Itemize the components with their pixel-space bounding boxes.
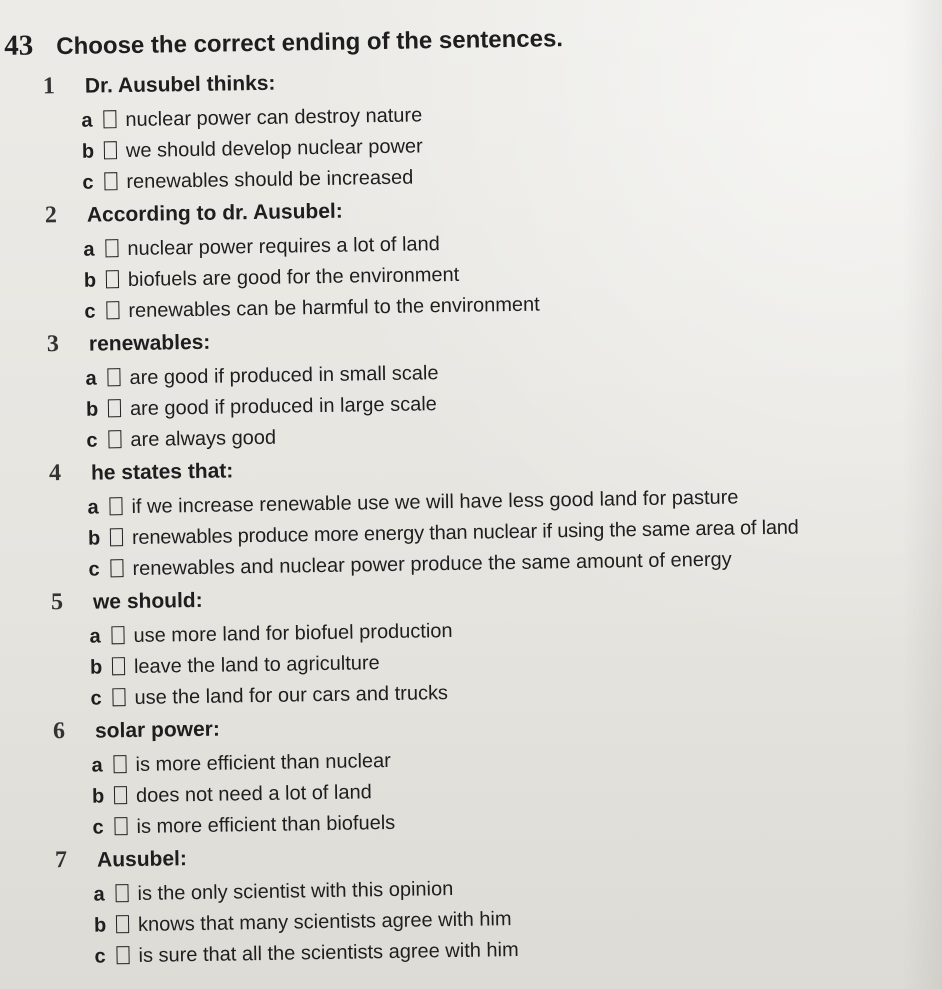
- option-text: biofuels are good for the environment: [127, 263, 460, 292]
- question-stem: Dr. Ausubel thinks:: [84, 71, 276, 98]
- question-stem: we should:: [92, 588, 203, 614]
- option-text: use more land for biofuel production: [133, 619, 453, 647]
- checkbox[interactable]: [108, 399, 121, 417]
- question-number: 5: [50, 589, 64, 616]
- option-text: is the only scientist with this opinion: [137, 877, 454, 905]
- checkbox[interactable]: [116, 946, 129, 964]
- option-text: nuclear power can destroy nature: [125, 104, 423, 132]
- option-letter: c: [82, 171, 94, 194]
- option-letter: a: [85, 367, 97, 390]
- question-7: [13, 835, 806, 976]
- option-text: use the land for our cars and trucks: [134, 682, 449, 709]
- question-number: 3: [46, 331, 60, 358]
- checkbox[interactable]: [115, 884, 128, 902]
- checkbox[interactable]: [112, 657, 125, 675]
- option-text: renewables can be harmful to the environment: [128, 293, 540, 323]
- exercise-number: 43: [3, 29, 34, 62]
- question-3: [5, 320, 798, 461]
- option-letter: b: [91, 785, 105, 808]
- question-4: [7, 449, 800, 590]
- option-letter: a: [89, 625, 101, 648]
- checkbox[interactable]: [112, 688, 125, 706]
- question-stem: renewables:: [88, 330, 211, 356]
- option-letter: b: [87, 527, 101, 550]
- question-stem: he states that:: [90, 459, 234, 485]
- exercise-43: [0, 18, 806, 977]
- question-number: 7: [54, 847, 68, 874]
- option-letter: a: [91, 754, 103, 777]
- option-letter: c: [86, 429, 98, 452]
- option-letter: c: [88, 558, 100, 581]
- checkbox[interactable]: [113, 755, 126, 773]
- checkbox[interactable]: [105, 239, 118, 257]
- option-text: is sure that all the scientists agree with him: [138, 938, 519, 967]
- checkbox[interactable]: [107, 368, 120, 386]
- checkbox[interactable]: [111, 626, 124, 644]
- checkbox[interactable]: [103, 110, 116, 128]
- question-stem: Ausubel:: [96, 847, 188, 872]
- option-text: nuclear power requires a lot of land: [127, 233, 440, 261]
- question-5: [9, 578, 802, 719]
- question-number: 4: [48, 460, 62, 487]
- option-text: does not need a lot of land: [135, 781, 372, 807]
- checkbox[interactable]: [106, 270, 119, 288]
- option-text: renewables produce more energy than nuclear if using the same area of land: [131, 516, 799, 549]
- option-letter: a: [87, 496, 99, 519]
- option-text: renewables should be increased: [126, 166, 414, 194]
- option-letter: c: [92, 816, 104, 839]
- checkbox[interactable]: [114, 786, 127, 804]
- option-letter: b: [93, 914, 107, 937]
- checkbox[interactable]: [104, 172, 117, 190]
- question-number: 6: [52, 718, 66, 745]
- checkbox[interactable]: [116, 915, 129, 933]
- checkbox[interactable]: [104, 141, 117, 159]
- option-letter: b: [81, 140, 95, 163]
- option-letter: b: [89, 656, 103, 679]
- option-text: renewables and nuclear power produce the same amount of energy: [132, 548, 732, 580]
- checkbox[interactable]: [114, 817, 127, 835]
- option-text: is more efficient than nuclear: [135, 749, 392, 776]
- option-text: are good if produced in large scale: [129, 393, 437, 421]
- option-text: are good if produced in small scale: [129, 362, 439, 390]
- option-letter: c: [84, 300, 96, 323]
- question-stem: solar power:: [94, 717, 221, 743]
- checkbox[interactable]: [106, 301, 119, 319]
- option-letter: a: [83, 238, 95, 261]
- option-text: leave the land to agriculture: [133, 652, 380, 678]
- option-text: is more efficient than biofuels: [136, 811, 396, 838]
- option-letter: c: [90, 687, 102, 710]
- question-number: 2: [44, 202, 58, 229]
- checkbox[interactable]: [109, 497, 122, 515]
- option-text: if we increase renewable use we will have less good land for pasture: [131, 486, 739, 518]
- checkbox[interactable]: [110, 528, 123, 546]
- option-letter: a: [81, 109, 93, 132]
- option-letter: b: [83, 269, 97, 292]
- checkbox[interactable]: [110, 559, 123, 577]
- question-number: 1: [42, 73, 56, 100]
- question-stem: According to dr. Ausubel:: [86, 199, 343, 227]
- option-text: knows that many scientists agree with him: [137, 908, 512, 936]
- option-letter: a: [93, 883, 105, 906]
- question-2: [3, 191, 796, 332]
- option-letter: c: [94, 945, 106, 968]
- option-text: we should develop nuclear power: [125, 135, 423, 163]
- question-6: [11, 706, 804, 847]
- option-text: are always good: [130, 426, 277, 452]
- question-1: [1, 62, 794, 203]
- exercise-title: Choose the correct ending of the sentences.: [56, 25, 564, 61]
- checkbox[interactable]: [108, 430, 121, 448]
- option-letter: b: [85, 398, 99, 421]
